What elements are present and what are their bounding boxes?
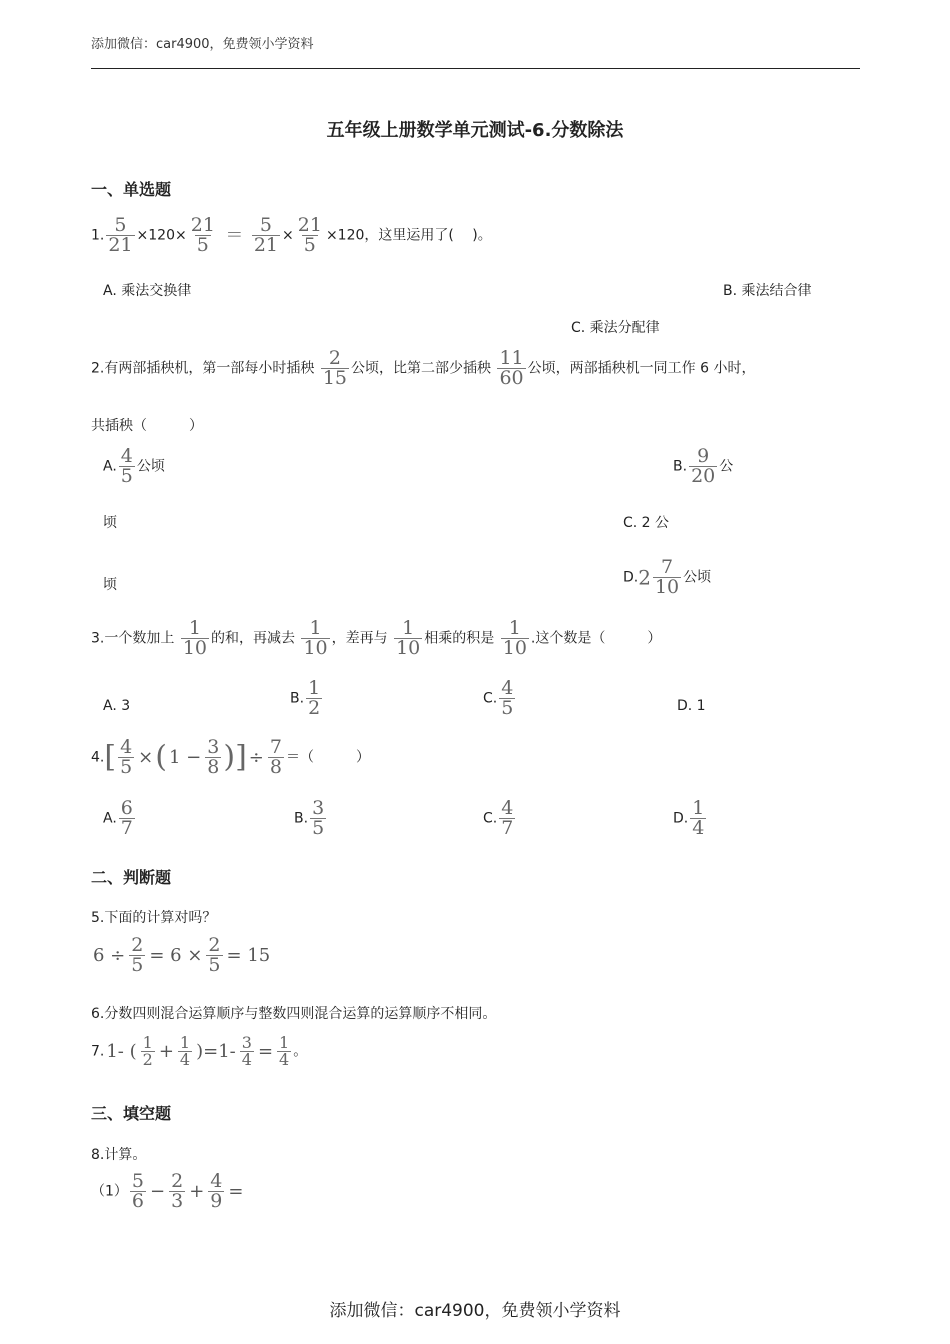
- fraction: [310, 799, 326, 838]
- equals-sign: =: [228, 1180, 244, 1202]
- option-a[interactable]: [103, 447, 165, 486]
- numerator: 3: [207, 736, 220, 758]
- option-b[interactable]: [294, 799, 328, 838]
- denominator: 6: [131, 1190, 145, 1212]
- fraction: [208, 1172, 224, 1211]
- denominator: 20: [691, 465, 716, 487]
- numerator: 2: [171, 1170, 184, 1192]
- expression-text: 1- (: [106, 1040, 137, 1062]
- numerator: 7: [661, 556, 674, 578]
- expression-text: = 6 ×: [149, 944, 203, 966]
- denominator: 5: [120, 465, 133, 487]
- denominator: 5: [208, 954, 221, 976]
- option-a-wrap: 顷: [103, 515, 117, 531]
- fraction: [499, 799, 515, 838]
- option-label: D.: [673, 810, 689, 827]
- expression-text: = 15: [226, 944, 271, 966]
- denominator: 2: [308, 697, 321, 719]
- minus-sign: −: [150, 1180, 166, 1202]
- option-unit: 公: [719, 458, 734, 475]
- plus-sign: +: [189, 1180, 205, 1202]
- option-label: B.: [290, 690, 305, 707]
- option-a[interactable]: [103, 799, 137, 838]
- fraction: [189, 216, 217, 255]
- question-text: 的和，再减去: [211, 630, 295, 647]
- numerator: 2: [131, 934, 144, 956]
- denominator: 5: [303, 234, 316, 256]
- fraction: [169, 1172, 185, 1211]
- expression-text: ＝（ ）: [285, 749, 370, 766]
- numerator: 4: [210, 1170, 223, 1192]
- denominator: 4: [692, 817, 705, 839]
- option-c[interactable]: C. 2 公: [623, 515, 670, 531]
- expression-text: ×120×: [136, 227, 187, 244]
- fraction: [268, 738, 284, 777]
- question-number: 4.: [91, 749, 105, 766]
- numerator: 1: [308, 677, 321, 699]
- fraction: [118, 738, 134, 777]
- right-paren: ): [223, 739, 236, 775]
- question-text: 公顷，比第二部少插秧: [351, 360, 491, 377]
- denominator: 9: [210, 1190, 223, 1212]
- question-text: 相乘的积是: [424, 630, 495, 647]
- question-6: 6.分数四则混合运算顺序与整数四则混合运算的运算顺序不相同。: [91, 1006, 497, 1022]
- fraction: [181, 619, 209, 658]
- section-heading-true-false: 二、判断题: [91, 868, 172, 887]
- numerator: 3: [241, 1033, 252, 1052]
- denominator: 10: [502, 637, 527, 659]
- denominator: 5: [120, 756, 133, 778]
- sub-question-label: （1）: [91, 1183, 128, 1200]
- numerator: 1: [142, 1033, 153, 1052]
- fraction: [178, 1035, 192, 1068]
- fraction: [119, 447, 135, 486]
- fraction: [141, 1035, 155, 1068]
- option-b[interactable]: B. 乘法结合律: [723, 283, 812, 299]
- denominator: 5: [501, 697, 514, 719]
- fraction: [394, 619, 422, 658]
- question-7: [91, 1035, 307, 1068]
- fraction: [106, 216, 134, 255]
- question-text: 2.有两部插秧机，第一部每小时插秧: [91, 360, 315, 377]
- fraction: [689, 447, 717, 486]
- fraction: [306, 679, 322, 718]
- numerator: 1: [279, 1033, 290, 1052]
- expression-text: ×120，这里运用了( )。: [325, 227, 492, 244]
- section-heading-fill-in: 三、填空题: [91, 1104, 172, 1123]
- question-5: 5.下面的计算对吗？: [91, 910, 217, 926]
- denominator: 15: [322, 367, 347, 389]
- question-2-continued: 共插秧（ ）: [91, 418, 203, 434]
- numerator: 4: [120, 445, 133, 467]
- option-label: C.: [483, 690, 498, 707]
- denominator: 3: [171, 1190, 184, 1212]
- numerator: 3: [312, 797, 325, 819]
- option-label: D.: [623, 569, 639, 586]
- times-sign: ×: [138, 746, 154, 768]
- question-8: 8.计算。: [91, 1147, 147, 1163]
- question-number: 7.: [91, 1043, 105, 1060]
- equals-sign: =: [257, 1040, 274, 1062]
- numerator: 4: [120, 736, 133, 758]
- numerator: 1: [402, 617, 415, 639]
- option-a[interactable]: A. 3: [103, 698, 131, 714]
- numerator: 21: [297, 214, 322, 236]
- numerator: 5: [114, 214, 127, 236]
- fraction: [497, 349, 525, 388]
- denominator: 21: [108, 234, 133, 256]
- header-divider: [91, 68, 860, 69]
- numerator: 5: [259, 214, 272, 236]
- question-4: [91, 738, 370, 777]
- question-3: [91, 619, 661, 658]
- left-bracket: [: [104, 739, 117, 775]
- denominator: 8: [269, 756, 282, 778]
- fraction: [296, 216, 324, 255]
- option-label: C.: [483, 810, 498, 827]
- numerator: 6: [120, 797, 133, 819]
- equals-sign: ＝: [225, 224, 244, 246]
- numerator: 4: [501, 677, 514, 699]
- denominator: 5: [131, 954, 144, 976]
- numerator: 5: [131, 1170, 145, 1192]
- denominator: 10: [303, 637, 328, 659]
- fraction: [205, 738, 221, 777]
- option-d[interactable]: D. 1: [677, 698, 706, 714]
- numerator: 4: [501, 797, 514, 819]
- question-1: [91, 216, 492, 255]
- denominator: 21: [253, 234, 279, 256]
- denominator: 4: [279, 1050, 290, 1069]
- denominator: 2: [142, 1050, 153, 1069]
- numerator: 2: [328, 347, 341, 369]
- expression-text: 。: [293, 1043, 308, 1060]
- question-5-expression: [91, 936, 272, 975]
- fraction: [277, 1035, 291, 1068]
- fraction: [129, 936, 145, 975]
- option-unit: 公顷: [136, 458, 165, 475]
- numerator: 1: [692, 797, 705, 819]
- divide-sign: ÷: [248, 746, 264, 768]
- denominator: 10: [182, 637, 207, 659]
- question-text: .这个数是（ ）: [530, 630, 662, 647]
- option-a[interactable]: A. 乘法交换律: [103, 283, 192, 299]
- fraction: [653, 558, 681, 597]
- denominator: 7: [120, 817, 133, 839]
- option-c[interactable]: C. 乘法分配律: [571, 320, 660, 336]
- denominator: 10: [654, 576, 680, 598]
- denominator: 8: [207, 756, 220, 778]
- fraction: [321, 349, 349, 388]
- numerator: 2: [208, 934, 221, 956]
- question-text: ，差再与: [331, 630, 388, 647]
- expression-text: )=1-: [196, 1040, 236, 1062]
- expression-text: ×: [282, 227, 294, 244]
- fraction: [501, 619, 529, 658]
- denominator: 10: [396, 637, 421, 659]
- option-c[interactable]: [483, 679, 517, 718]
- question-8-part-1: [91, 1172, 245, 1211]
- fraction: [119, 799, 135, 838]
- numerator: 21: [190, 214, 215, 236]
- option-d[interactable]: [673, 799, 708, 838]
- left-paren: (: [155, 739, 167, 775]
- fraction: [240, 1035, 254, 1068]
- denominator: 4: [241, 1050, 252, 1069]
- header-watermark: 添加微信：car4900，免费领小学资料: [91, 37, 314, 52]
- option-label: A.: [103, 458, 117, 475]
- fraction: [130, 1172, 146, 1211]
- numerator: 9: [697, 445, 710, 467]
- footer-watermark: 添加微信：car4900，免费领小学资料: [329, 1301, 621, 1321]
- numerator: 1: [309, 617, 322, 639]
- option-d[interactable]: [623, 558, 711, 597]
- mixed-number-whole: 2: [638, 565, 651, 590]
- option-label: B.: [294, 810, 309, 827]
- section-heading-single-choice: 一、单选题: [91, 180, 172, 199]
- option-c[interactable]: [483, 799, 517, 838]
- right-bracket: ]: [235, 739, 247, 775]
- numerator: 1: [508, 617, 521, 639]
- expression-text: 6 ÷: [93, 944, 126, 966]
- plus-sign: +: [158, 1040, 174, 1062]
- question-2: [91, 349, 755, 388]
- option-b[interactable]: [290, 679, 324, 718]
- denominator: 4: [179, 1050, 191, 1069]
- question-number: 1.: [91, 227, 105, 244]
- page-title: 五年级上册数学单元测试-6.分数除法: [326, 120, 624, 141]
- fraction: [252, 216, 280, 255]
- denominator: 7: [501, 817, 514, 839]
- option-label: A.: [103, 810, 117, 827]
- option-b[interactable]: [673, 447, 733, 486]
- denominator: 60: [499, 367, 524, 389]
- fraction: [301, 619, 329, 658]
- option-c-wrap: 顷: [103, 577, 117, 593]
- denominator: 5: [196, 234, 209, 256]
- fraction: [206, 936, 222, 975]
- question-text: 公顷，两部插秧机一同工作 6 小时，: [527, 360, 756, 377]
- numerator: 7: [269, 736, 282, 758]
- numerator: 1: [179, 1033, 191, 1052]
- option-label: B.: [673, 458, 688, 475]
- numerator: 11: [499, 347, 524, 369]
- expression-text: 1 −: [168, 746, 202, 768]
- numerator: 1: [188, 617, 201, 639]
- denominator: 5: [312, 817, 325, 839]
- fraction: [690, 799, 706, 838]
- fraction: [499, 679, 515, 718]
- option-unit: 公顷: [683, 569, 712, 586]
- question-text: 3.一个数加上: [91, 630, 175, 647]
